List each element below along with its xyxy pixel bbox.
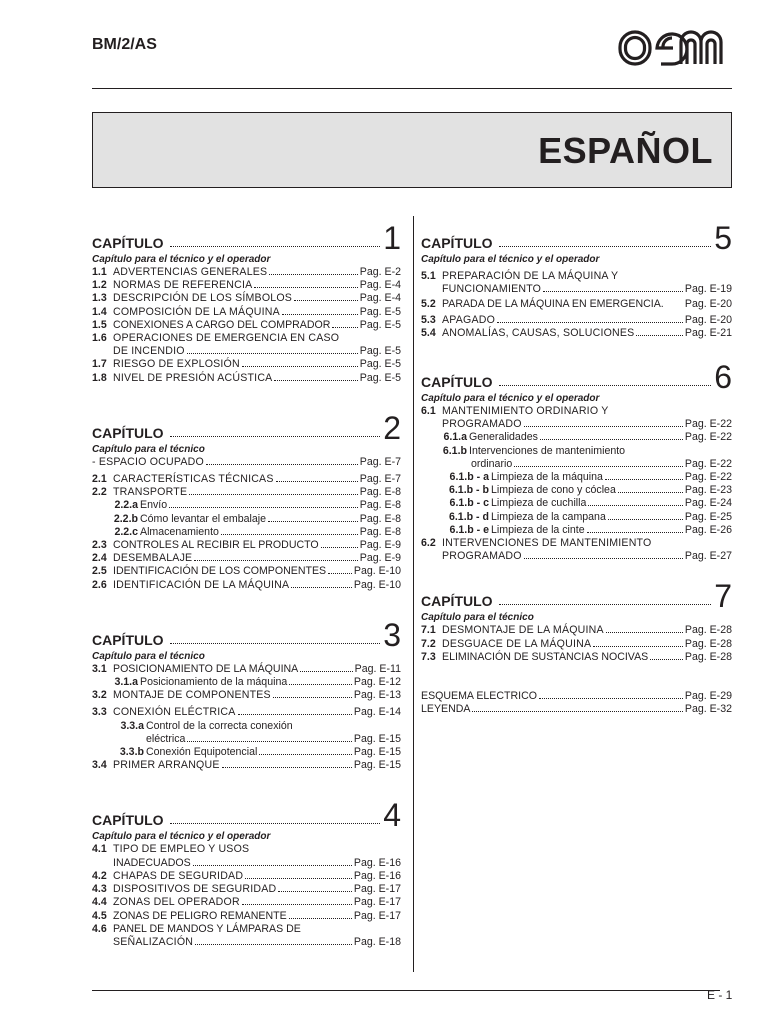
toc-entry[interactable]: 1.5 CONEXIONES A CARGO DEL COMPRADOR Pag. E-5 [92,318,401,331]
toc-subentry[interactable]: 6.1.a Generalidades Pag. E-22 [443,431,732,444]
chapter-7 [421,578,732,664]
toc-entry[interactable]: 3.3 CONEXIÓN ELÉCTRICA Pag. E-14 [92,706,401,719]
toc-entry[interactable]: 7.2 DESGUACE DE LA MÁQUINA Pag. E-28 [421,637,732,650]
toc-entry[interactable]: 6.2 INTERVENCIONES DE MANTENIMIENTO [421,537,652,550]
chapter-subtitle: Capítulo para el técnico y el operador [92,254,271,265]
chapter-subtitle: Capítulo para el técnico [92,443,205,455]
chapter-subtitle: Capítulo para el técnico [92,650,205,662]
toc-entry[interactable]: 3.1 POSICIONAMIENTO DE LA MÁQUINA Pag. E-11 [92,662,401,675]
chapter-1 [92,220,401,385]
chapter-word: CAPÍTULO [92,424,164,441]
toc-entry[interactable]: 1.4 COMPOSICIÓN DE LA MÁQUINA Pag. E-5 [92,305,401,318]
chapter-word: CAPÍTULO [421,235,493,251]
chapter-word: CAPÍTULO [421,374,493,391]
chapter-word: CAPÍTULO [92,235,164,251]
toc-entry[interactable]: 1.8 NIVEL DE PRESIÓN ACÚSTICA Pag. E-5 [92,371,401,384]
toc-entry[interactable]: 1.3 DESCRIPCIÓN DE LOS SÍMBOLOS Pag. E-4 [92,292,401,305]
toc-entry[interactable]: 7.1 DESMONTAJE DE LA MÁQUINA Pag. E-28 [421,624,732,637]
toc-left-column [92,220,401,966]
chapter-5 [421,220,732,340]
chapter-number: 6 [714,359,732,396]
toc-entry[interactable]: 4.5 ZONAS DE PELIGRO REMANENTE Pag. E-17 [92,909,401,922]
toc-subentry[interactable]: 2.2.b Cómo levantar el embalaje Pag. E-8 [113,512,401,525]
toc-entry[interactable]: 1.6 OPERACIONES DE EMERGENCIA EN CASO [92,332,340,345]
toc-entry[interactable]: - ESPACIO OCUPADO Pag. E-7 [92,455,401,468]
page-number: E - 1 [707,988,733,1002]
chapter-number: 2 [383,409,401,446]
column-divider [413,216,414,972]
toc-entry-continued[interactable]: FUNCIONAMIENTO Pag. E-19 [442,283,732,296]
toc-subentry[interactable]: 6.1.b - e Limpieza de la cinte Pag. E-26 [449,523,732,536]
toc-entry[interactable]: 4.6 PANEL DE MANDOS Y LÁMPARAS DE [92,922,301,935]
toc-subentry[interactable]: 6.1.b Intervenciones de mantenimiento [442,444,626,457]
toc-entry[interactable]: 4.1 TIPO DE EMPLEO Y USOS [92,843,250,856]
toc-entry-legend[interactable]: LEYENDA Pag. E-32 [421,703,732,716]
chapter-number: 7 [714,578,732,615]
chapter-3 [92,616,401,773]
chapter-word: CAPÍTULO [421,593,493,610]
toc-entry[interactable]: 4.2 CHAPAS DE SEGURIDAD Pag. E-16 [92,869,401,882]
toc-entry[interactable]: 3.2 MONTAJE DE COMPONENTES Pag. E-13 [92,689,401,702]
toc-subentry-continued[interactable]: eléctrica Pag. E-15 [146,732,401,745]
chapter-word: CAPÍTULO [92,631,164,648]
toc-subentry-continued[interactable]: ordinario Pag. E-22 [471,457,732,470]
toc-entry[interactable]: 2.5 IDENTIFICACIÓN DE LOS COMPONENTES Pag. E-10 [92,565,401,578]
toc-subentry[interactable]: 6.1.b - a Limpieza de la máquina Pag. E-22 [449,471,732,484]
toc-entry[interactable]: 5.3 APAGADO Pag. E-20 [421,313,732,326]
toc-entry[interactable]: 1.2 NORMAS DE REFERENCIA Pag. E-4 [92,279,401,292]
chapter-4 [92,797,401,949]
header-rule [92,88,732,89]
chapter-subtitle: Capítulo para el técnico y el operador [92,831,271,843]
toc-subentry[interactable]: 3.3.b Conexión Equipotencial Pag. E-15 [119,746,401,759]
oem-logo [617,28,733,68]
footer-rule [92,990,720,991]
language-title: ESPAÑOL [538,130,713,171]
chapter-word: CAPÍTULO [92,812,164,829]
toc-entry[interactable]: 1.7 RIESGO DE EXPLOSIÓN Pag. E-5 [92,358,401,371]
toc-entry[interactable]: 3.4 PRIMER ARRANQUE Pag. E-15 [92,759,401,772]
toc-entry-wiring-diagram[interactable]: ESQUEMA ELECTRICO Pag. E-29 [421,690,732,703]
chapter-number: 5 [714,220,732,256]
language-banner [92,112,732,188]
toc-entry-continued[interactable]: INADECUADOS Pag. E-16 [113,856,401,869]
toc-subentry[interactable]: 3.1.a Posicionamiento de la máquina Pag. E-12 [114,676,401,689]
document-code: BM/2/AS [92,36,157,53]
chapter-2 [92,409,401,592]
toc-entry[interactable]: 5.4 ANOMALÍAS, CAUSAS, SOLUCIONES Pag. E-21 [421,326,732,339]
toc-subentry[interactable]: 6.1.b - b Limpieza de cono y cóclea Pag. E-23 [448,484,732,497]
toc-subentry[interactable]: 2.2.a Envío Pag. E-8 [114,499,401,512]
toc-entry-continued[interactable]: DE INCENDIO Pag. E-5 [113,345,401,358]
toc-entry[interactable]: 2.6 IDENTIFICACIÓN DE LA MÁQUINA Pag. E-10 [92,578,401,591]
toc-subentry[interactable]: 3.3.a Control de la correcta conexión [120,719,293,732]
toc-entry-continued[interactable]: PROGRAMADO Pag. E-22 [442,418,732,431]
chapter-number: 1 [383,220,401,256]
toc-subentry[interactable]: 6.1.b - d Limpieza de la campana Pag. E-25 [448,510,732,523]
toc-entry-continued[interactable]: PROGRAMADO Pag. E-27 [442,550,732,563]
appendix-list [421,690,732,716]
chapter-number: 3 [383,616,401,653]
chapter-subtitle: Capítulo para el técnico y el operador [421,254,600,265]
toc-right-column [421,220,732,716]
toc-entry[interactable]: 5.2 PARADA DE LA MÁQUINA EN EMERGENCIA. Pag. E-20 [421,298,732,311]
toc-entry[interactable]: 5.1 PREPARACIÓN DE LA MÁQUINA Y [421,270,619,282]
toc-subentry[interactable]: 2.2.c Almacenamiento Pag. E-8 [114,525,401,538]
chapter-subtitle: Capítulo para el técnico [421,612,534,624]
chapter-6 [421,359,732,563]
toc-entry[interactable]: 2.1 CARACTERÍSTICAS TÉCNICAS Pag. E-7 [92,473,401,486]
toc-entry[interactable]: 7.3 ELIMINACIÓN DE SUSTANCIAS NOCIVAS Pag. E-28 [421,650,732,663]
toc-entry[interactable]: 2.2 TRANSPORTE Pag. E-8 [92,486,401,499]
chapter-number: 4 [383,797,401,834]
toc-entry[interactable]: 4.4 ZONAS DEL OPERADOR Pag. E-17 [92,896,401,909]
toc-entry[interactable]: 2.3 CONTROLES AL RECIBIR EL PRODUCTO Pag. E-9 [92,539,401,552]
toc-entry-continued[interactable]: SEÑALIZACIÓN Pag. E-18 [113,935,401,948]
toc-entry[interactable]: 6.1 MANTENIMIENTO ORDINARIO Y [421,405,609,418]
chapter-subtitle: Capítulo para el técnico y el operador [421,393,600,405]
toc-entry[interactable]: 4.3 DISPOSITIVOS DE SEGURIDAD Pag. E-17 [92,883,401,896]
toc-entry[interactable]: 2.4 DESEMBALAJE Pag. E-9 [92,552,401,565]
toc-subentry[interactable]: 6.1.b - c Limpieza de cuchilla Pag. E-24 [449,497,732,510]
toc-entry[interactable]: 1.1 ADVERTENCIAS GENERALES Pag. E-2 [92,266,401,278]
